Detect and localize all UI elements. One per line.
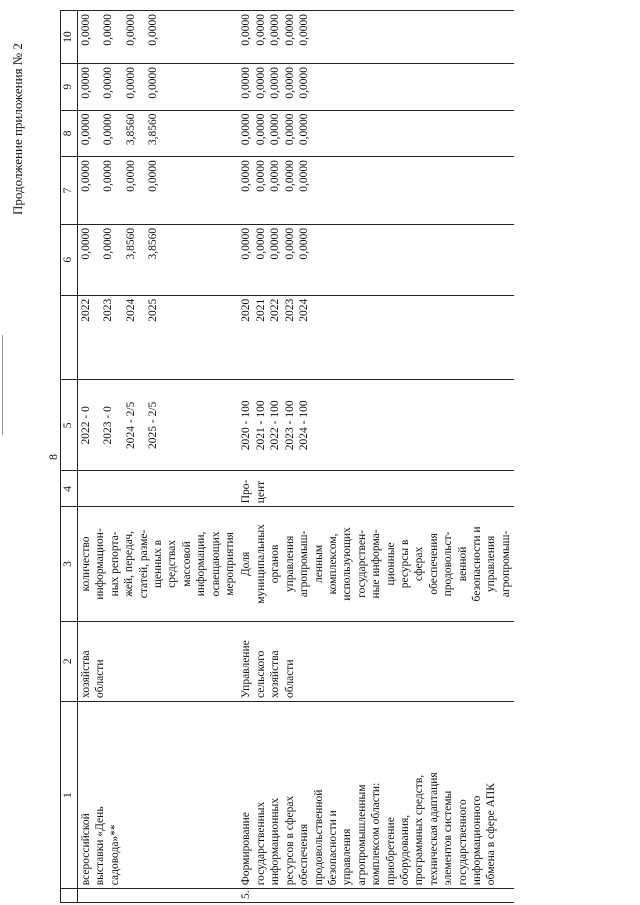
text-line: хозяйства — [269, 650, 282, 698]
text-line: ных репорта- — [108, 531, 121, 597]
executor-cell — [78, 621, 239, 701]
amount-value: 0,0000 — [240, 227, 253, 260]
amount-value: 0,0000 — [102, 227, 115, 260]
text-line: области — [283, 659, 296, 698]
header-rule — [2, 335, 3, 435]
target-cell — [238, 380, 514, 471]
text-line: информации, — [195, 531, 208, 597]
text-line: обмена в сфере АПК — [485, 783, 498, 886]
amount-value: 0,0000 — [80, 113, 92, 146]
amount-value: 0,0000 — [80, 227, 92, 260]
text-line: жей, передач, — [123, 530, 136, 597]
amount-value: 0,0000 — [298, 67, 311, 99]
text-line: хозяйства — [80, 650, 92, 698]
text-line: ные информа- — [370, 529, 383, 599]
year-value: 2020 — [240, 298, 253, 322]
amount-value: 0,0000 — [254, 160, 267, 192]
amount-value: 0,0000 — [269, 227, 282, 260]
text-line: статей, разме- — [137, 529, 150, 599]
program-table — [60, 10, 514, 903]
text-line: государственного — [456, 799, 469, 886]
text-line: ресурсы в — [398, 539, 411, 589]
text-line: элементов системы — [442, 790, 455, 886]
column-header: 5 — [61, 380, 78, 471]
amount-value: 0,0000 — [283, 14, 296, 46]
amount-value: 0,0000 — [240, 14, 253, 46]
funding-col8-cell — [238, 110, 514, 157]
year-value: 2021 — [254, 298, 267, 322]
text-line: ленным — [312, 544, 325, 584]
text-line: массовой — [180, 541, 193, 587]
amount-value: 0,0000 — [124, 67, 137, 99]
text-line: количество — [80, 536, 92, 592]
funding-col9-cell — [78, 64, 239, 111]
text-line: приобретение — [384, 817, 397, 886]
column-header-num — [61, 889, 78, 903]
text-line: оборудования, — [398, 814, 411, 886]
amount-value: 0,0000 — [124, 160, 137, 192]
text-line: сельского — [254, 650, 267, 698]
target-value: 2023 - 0 — [102, 406, 115, 445]
amount-value: 3,8560 — [124, 113, 137, 146]
amount-value: 0,0000 — [298, 14, 311, 46]
text-line: управления — [485, 535, 498, 593]
event-name-cell — [238, 701, 514, 888]
column-header: 1 — [61, 701, 78, 888]
funding-total-cell — [238, 224, 514, 295]
amount-value: 0,0000 — [102, 160, 115, 192]
column-header: 6 — [61, 224, 78, 295]
column-header: 8 — [61, 110, 78, 157]
text-line: информационного — [470, 795, 483, 886]
text-line: техническая адаптация — [427, 772, 440, 886]
amount-value: 0,0000 — [269, 67, 282, 99]
amount-value: 0,0000 — [283, 67, 296, 99]
text-line: программных средств, — [413, 774, 426, 886]
text-line: использующих — [341, 527, 354, 601]
target-value: 2022 - 100 — [269, 400, 282, 451]
target-value: 2024 - 2/5 — [124, 401, 137, 449]
amount-value: 0,0000 — [147, 160, 160, 192]
year-value: 2024 — [124, 298, 137, 322]
funding-col7-cell — [238, 157, 514, 225]
column-header: 7 — [61, 157, 78, 225]
target-value: 2021 - 100 — [254, 400, 267, 451]
unit-cell — [238, 471, 514, 507]
target-cell — [78, 380, 239, 471]
year-cell — [78, 295, 239, 380]
row-number: 5. — [240, 890, 253, 899]
unit-cell — [78, 471, 239, 507]
text-line: всероссийской — [80, 813, 92, 886]
continuation-note: Продолжение приложения № 2 — [10, 43, 25, 215]
year-value: 2024 — [298, 298, 311, 322]
text-line: садовода»** — [108, 824, 121, 886]
text-line: государствен- — [355, 530, 368, 598]
column-header-year — [61, 295, 78, 380]
amount-value: 0,0000 — [283, 227, 296, 260]
amount-value: 0,0000 — [298, 113, 311, 146]
amount-value: 0,0000 — [269, 14, 282, 46]
text-line: ционные — [384, 542, 397, 586]
text-line: сферах — [413, 546, 426, 582]
amount-value: 0,0000 — [240, 113, 253, 146]
column-header: 9 — [61, 64, 78, 111]
funding-col8-cell — [78, 110, 239, 157]
amount-value: 3,8560 — [147, 227, 160, 260]
year-value: 2023 — [283, 298, 296, 322]
text-line: управления — [341, 828, 354, 886]
amount-value: 0,0000 — [102, 113, 115, 146]
amount-value: 0,0000 — [298, 160, 311, 192]
text-line: области — [94, 659, 107, 698]
target-value: 2024 - 100 — [298, 400, 311, 451]
year-value: 2022 — [80, 298, 92, 322]
text-line: информационных — [269, 798, 282, 886]
funding-total-cell — [78, 224, 239, 295]
year-value: 2022 — [269, 298, 282, 322]
text-line: Формирование — [240, 812, 253, 886]
row-number-cell — [238, 889, 514, 903]
target-value: 2025 - 2/5 — [147, 401, 160, 449]
amount-value: 0,0000 — [102, 14, 115, 46]
funding-col10-cell — [238, 11, 514, 64]
text-line: Доля — [240, 551, 253, 577]
column-header: 2 — [61, 621, 78, 701]
text-line: выставки «День — [94, 806, 107, 886]
amount-value: 0,0000 — [254, 67, 267, 99]
amount-value: 0,0000 — [240, 67, 253, 99]
text-line: агропромыш- — [499, 530, 512, 598]
text-line: государственных — [254, 801, 267, 886]
amount-value: 0,0000 — [298, 227, 311, 260]
amount-value: 3,8560 — [147, 113, 160, 146]
text-line: щенных в — [152, 539, 165, 588]
text-line: венной — [456, 546, 469, 582]
column-header: 10 — [61, 11, 78, 64]
funding-col9-cell — [238, 64, 514, 111]
text-line: органов — [269, 544, 282, 584]
text-line: продовольственной — [312, 789, 325, 886]
amount-value: 0,0000 — [80, 67, 92, 99]
text-line: комплексом, — [326, 533, 339, 595]
row-number-cell — [78, 889, 239, 903]
amount-value: 0,0000 — [283, 160, 296, 192]
text-line: агропромышленным — [355, 784, 368, 886]
text-line: мероприятия — [224, 532, 237, 596]
target-value: 2023 - 100 — [283, 400, 296, 451]
executor-cell — [238, 621, 514, 701]
year-value: 2025 — [147, 298, 160, 322]
text-line: агропромыш- — [298, 530, 311, 598]
column-header: 3 — [61, 507, 78, 621]
amount-value: 0,0000 — [269, 160, 282, 192]
target-value: 2022 - 0 — [80, 406, 92, 445]
text-line: информацион- — [94, 528, 107, 600]
amount-value: 0,0000 — [269, 113, 282, 146]
text-line: муниципальных — [254, 524, 267, 604]
target-value: 2020 - 100 — [240, 400, 253, 451]
amount-value: 0,0000 — [254, 227, 267, 260]
unit-text: Про- — [240, 479, 253, 504]
amount-value: 0,0000 — [102, 67, 115, 99]
text-line: продовольст- — [442, 531, 455, 597]
funding-col7-cell — [78, 157, 239, 225]
amount-value: 0,0000 — [80, 14, 92, 46]
text-line: ресурсов в сферах — [283, 795, 296, 886]
text-line: безопасности и — [326, 810, 339, 886]
year-cell — [238, 295, 514, 380]
amount-value: 0,0000 — [80, 160, 92, 192]
unit-text: цент — [254, 480, 267, 504]
event-name-cell — [78, 701, 239, 888]
indicator-cell — [238, 507, 514, 621]
amount-value: 0,0000 — [124, 14, 137, 46]
amount-value: 0,0000 — [147, 67, 160, 99]
amount-value: 0,0000 — [240, 160, 253, 192]
page-number: 8 — [46, 454, 60, 460]
amount-value: 0,0000 — [254, 14, 267, 46]
year-value: 2023 — [102, 298, 115, 322]
column-header: 4 — [61, 471, 78, 507]
table-row — [238, 11, 514, 903]
amount-value: 0,0000 — [147, 14, 160, 46]
text-line: Управление — [240, 640, 253, 698]
text-line: обеспечения — [427, 533, 440, 595]
indicator-cell — [78, 507, 239, 621]
text-line: комплексом области: — [370, 782, 383, 886]
amount-value: 0,0000 — [254, 113, 267, 146]
amount-value: 0,0000 — [283, 113, 296, 146]
text-line: безопасности и — [470, 526, 483, 602]
amount-value: 3,8560 — [124, 227, 137, 260]
text-line: средствах — [166, 539, 179, 588]
text-line: обеспечения — [298, 823, 311, 886]
text-line: управления — [283, 535, 296, 593]
table-row — [78, 11, 239, 903]
text-line: освещающих — [209, 531, 222, 597]
column-number-row — [61, 11, 78, 903]
funding-col10-cell — [78, 11, 239, 64]
